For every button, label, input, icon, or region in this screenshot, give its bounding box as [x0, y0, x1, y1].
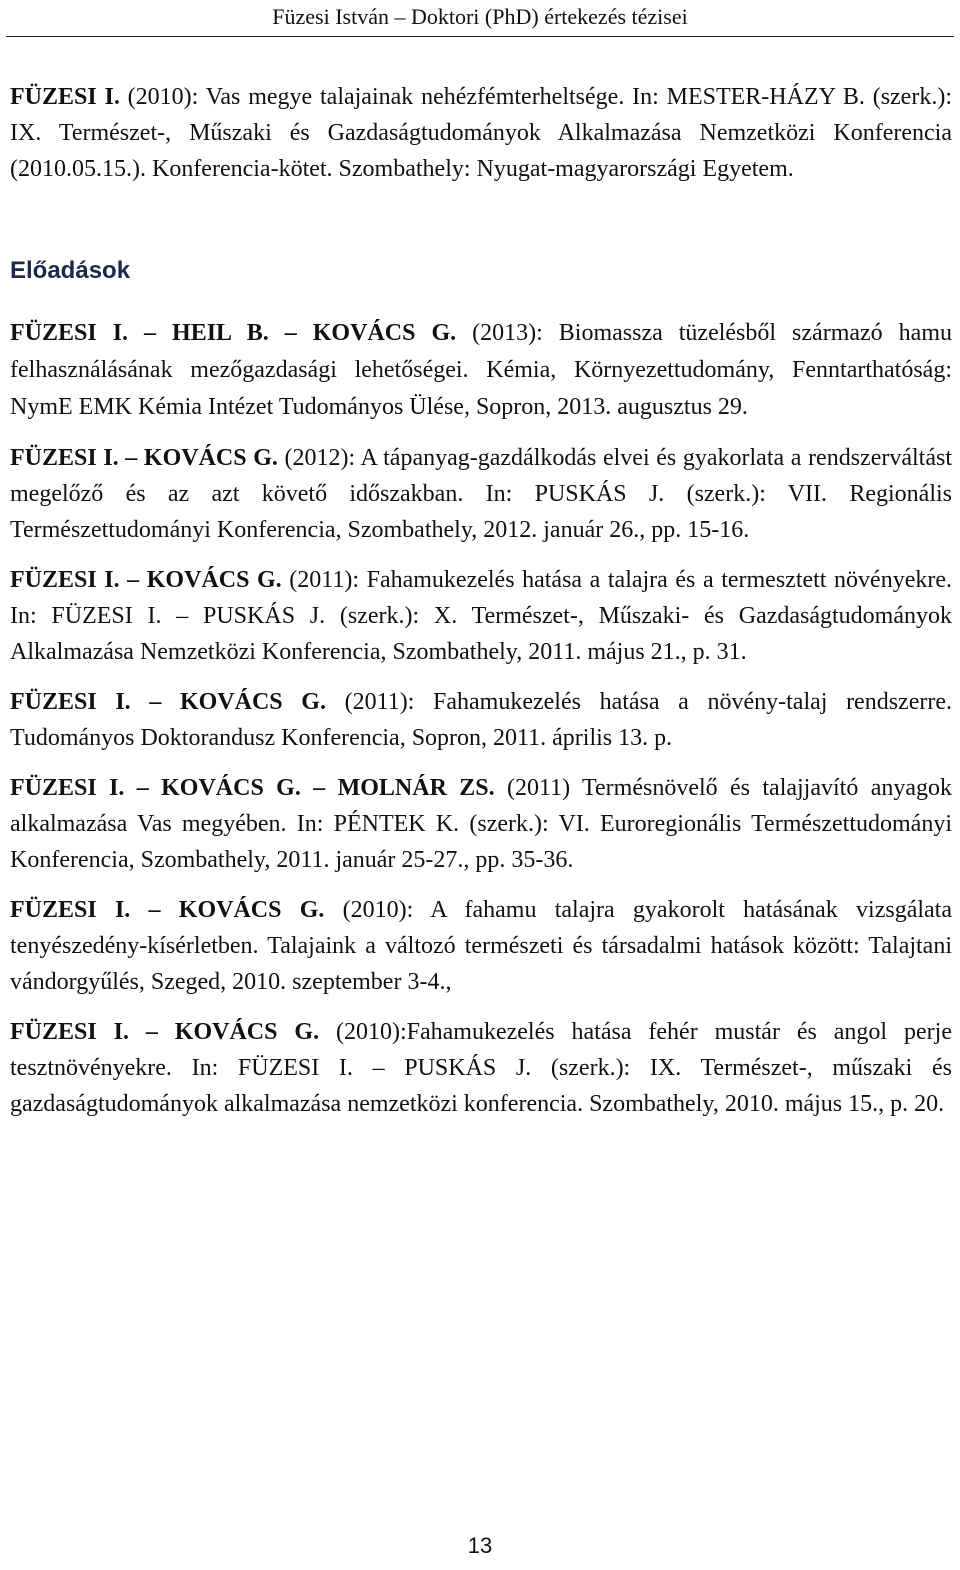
reference-text: (2011): Fahamukezelés hatása a talajra és a termesztett növényekre. In: FÜZESI I. – PUSKÁS J. (szerk.): X. Természet-, Műszaki- és Gazdaságtudományok Alkalmazása Nemzetközi Konferencia, Szombathely, 2011. május 21., p. 31. [10, 567, 952, 665]
reference-text: (2013): Biomassza tüzelésből származó hamu felhasználásának mezőgazdasági lehetőségei. Kémia, Környezettudomány, Fenntarthatóság: NymE EMK Kémia Intézet Tudományos Ülése, Sopron, 2013. augusztus 29. [10, 320, 952, 420]
document-body [10, 79, 952, 1136]
reference-text: (2011) Termésnövelő és talajjavító anyagok alkalmazása Vas megyében. In: PÉNTEK K. (szerk.): VI. Euroregionális Természettudományi Konferencia, Szombathely, 2011. január 25-27., pp. 35-36. [10, 775, 953, 873]
header-divider [6, 36, 954, 37]
reference-authors: FÜZESI I. [10, 84, 120, 110]
reference-entry [10, 440, 952, 548]
reference-authors: FÜZESI I. – KOVÁCS G. – MOLNÁR ZS. [10, 775, 495, 801]
header-title: Füzesi István – Doktori (PhD) értekezés tézisei [272, 4, 688, 29]
reference-authors: FÜZESI I. – KOVÁCS G. [10, 897, 325, 923]
reference-entry [10, 315, 952, 426]
reference-authors: FÜZESI I. – KOVÁCS G. [10, 567, 282, 593]
reference-authors: FÜZESI I. – HEIL B. – KOVÁCS G. [10, 320, 457, 346]
reference-entry [10, 684, 952, 756]
page-header [0, 0, 960, 36]
reference-entry [10, 562, 952, 670]
reference-authors: FÜZESI I. – KOVÁCS G. [10, 445, 278, 471]
reference-text: (2010): Vas megye talajainak nehézfémterheltsége. In: MESTER-HÁZY B. (szerk.): IX. Természet-, Műszaki és Gazdaságtudományok Alkalmazása Nemzetközi Konferencia (2010.05.15.). Konferencia-kötet. Szombathely: Nyugat-magyarországi Egyetem. [10, 84, 952, 182]
reference-text: (2010): A fahamu talajra gyakorolt hatásának vizsgálata tenyészedény-kísérletben. Talajaink a változó természeti és társadalmi hatások között: Talajtani vándorgyűlés, Szeged, 2010. szeptember 3-4., [10, 897, 952, 995]
reference-entry [10, 770, 952, 878]
reference-entry [10, 1014, 952, 1122]
reference-entry [10, 892, 952, 1000]
reference-entry [10, 79, 952, 187]
reference-authors: FÜZESI I. – KOVÁCS G. [10, 1019, 320, 1045]
reference-text: (2010):Fahamukezelés hatása fehér mustár és angol perje tesztnövényekre. In: FÜZESI I. – PUSKÁS J. (szerk.): IX. Természet-, műszaki és gazdaságtudományok alkalmazása nemzetközi konferencia. Szombathely, 2010. május 15., p. 20. [10, 1019, 952, 1117]
reference-text: (2011): Fahamukezelés hatása a növény-talaj rendszerre. Tudományos Doktorandusz Konferencia, Sopron, 2011. április 13. p. [10, 689, 952, 751]
section-heading: Előadások [10, 257, 131, 284]
reference-authors: FÜZESI I. – KOVÁCS G. [10, 689, 326, 715]
reference-text: (2012): A tápanyag-gazdálkodás elvei és gyakorlata a rendszerváltást megelőző és az azt követő időszakban. In: PUSKÁS J. (szerk.): VII. Regionális Természettudományi Konferencia, Szombathely, 2012. január 26., pp. 15-16. [10, 445, 952, 543]
page-number: 13 [467, 1533, 493, 1558]
